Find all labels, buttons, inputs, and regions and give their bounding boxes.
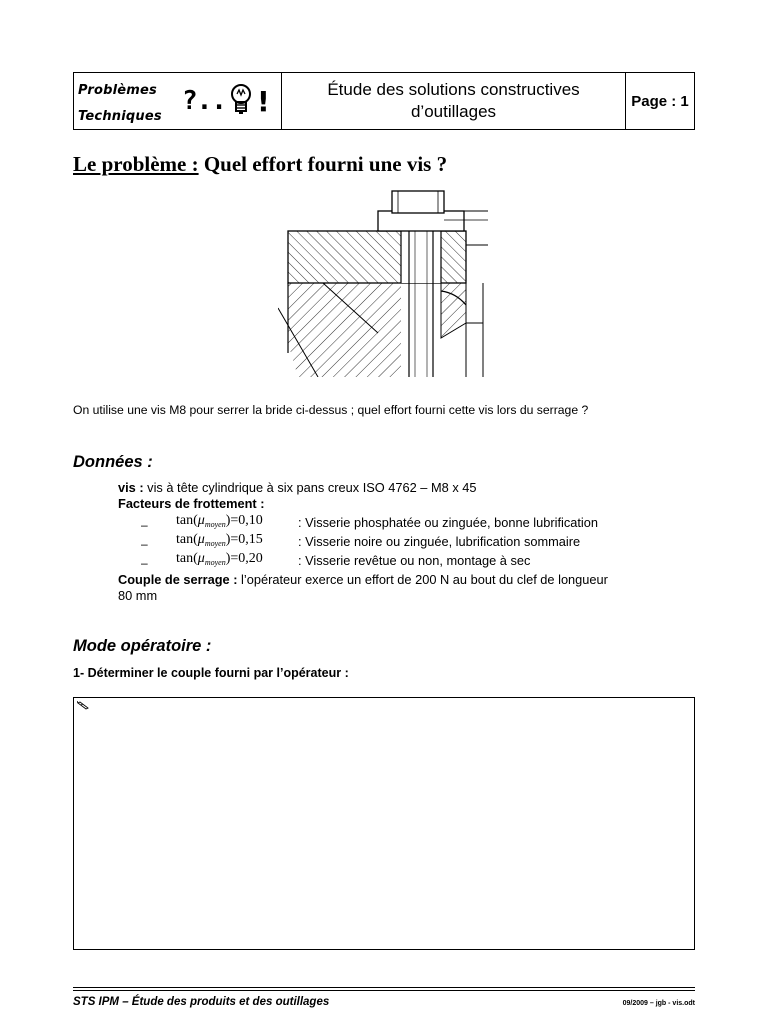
pencil-icon [77, 701, 89, 711]
header-page-number: Page : 1 [631, 92, 689, 110]
friction-value: =0,10 [230, 513, 263, 528]
mu-subscript: moyen [204, 539, 226, 548]
header-logo-cell [74, 73, 282, 129]
step-1: 1- Déterminer le couple fourni par l’opérateur : [73, 666, 349, 680]
header-problemes: Problèmes [78, 83, 157, 98]
mu-symbol: μ [197, 513, 205, 528]
header-title-line2: d’outillages [410, 102, 497, 121]
footer-right: 09/2009 – jgb - vis.odt [622, 1000, 695, 1007]
friction-desc: : Visserie revêtue ou non, montage à sec [298, 553, 531, 568]
friction-formula: $\tan(\mu_{moyen})=0,15$ [176, 532, 263, 548]
friction-desc: : Visserie noire ou zinguée, lubrification sommaire [298, 534, 581, 549]
friction-value: =0,20 [230, 551, 263, 566]
footer-rule [73, 987, 695, 988]
friction-value: =0,15 [230, 532, 263, 547]
mu-subscript: moyen [204, 558, 226, 567]
logo-question-dots: ?.. [182, 86, 226, 116]
vis-line [118, 480, 477, 496]
mu-subscript: moyen [204, 520, 226, 529]
mu-symbol: μ [197, 532, 205, 547]
header-table [73, 72, 695, 130]
clamp-drawing [278, 183, 488, 377]
header-title-line1: Étude des solutions constructives [327, 80, 580, 99]
problem-label: Le problème : [73, 152, 199, 176]
intro-text: On utilise une vis M8 pour serrer la bride ci-dessus ; quel effort fourni cette vis lors du serrage ? [73, 403, 589, 417]
couple-label: Couple de serrage : [118, 572, 238, 587]
friction-formula: $\tan(\mu_{moyen})=0,20$ [176, 551, 263, 567]
answer-box[interactable] [73, 697, 695, 950]
mode-heading: Mode opératoire : [73, 637, 212, 655]
page-title [73, 152, 447, 177]
tan-label: tan [176, 532, 194, 547]
mu-symbol: μ [197, 551, 205, 566]
logo-exclaim: ! [257, 85, 270, 118]
header-techniques: Techniques [78, 109, 162, 124]
friction-dash: – [141, 537, 148, 551]
vis-text: vis à tête cylindrique à six pans creux ISO 4762 – M8 x 45 [147, 480, 477, 495]
problem-question: Quel effort fourni une vis ? [203, 152, 448, 176]
friction-desc: : Visserie phosphatée ou zinguée, bonne lubrification [298, 515, 598, 530]
tan-label: tan [176, 551, 194, 566]
couple-text: l’opérateur exerce un effort de 200 N au bout du clef de longueur [241, 572, 608, 587]
couple-text-2: 80 mm [118, 588, 158, 603]
footer-left: STS IPM – Étude des produits et des outillages [73, 996, 330, 1008]
header-title-cell [282, 73, 626, 129]
footer-rule [73, 990, 695, 991]
friction-dash: – [141, 518, 148, 532]
donnees-heading: Données : [73, 453, 153, 471]
facteurs-label: Facteurs de frottement : [118, 496, 265, 511]
friction-formula: $\tan(\mu_{moyen})=0,10$ [176, 513, 263, 529]
couple-line [118, 572, 608, 588]
tan-label: tan [176, 513, 194, 528]
lightbulb-icon [229, 83, 253, 117]
vis-label: vis : [118, 480, 144, 495]
friction-dash: – [141, 556, 148, 570]
